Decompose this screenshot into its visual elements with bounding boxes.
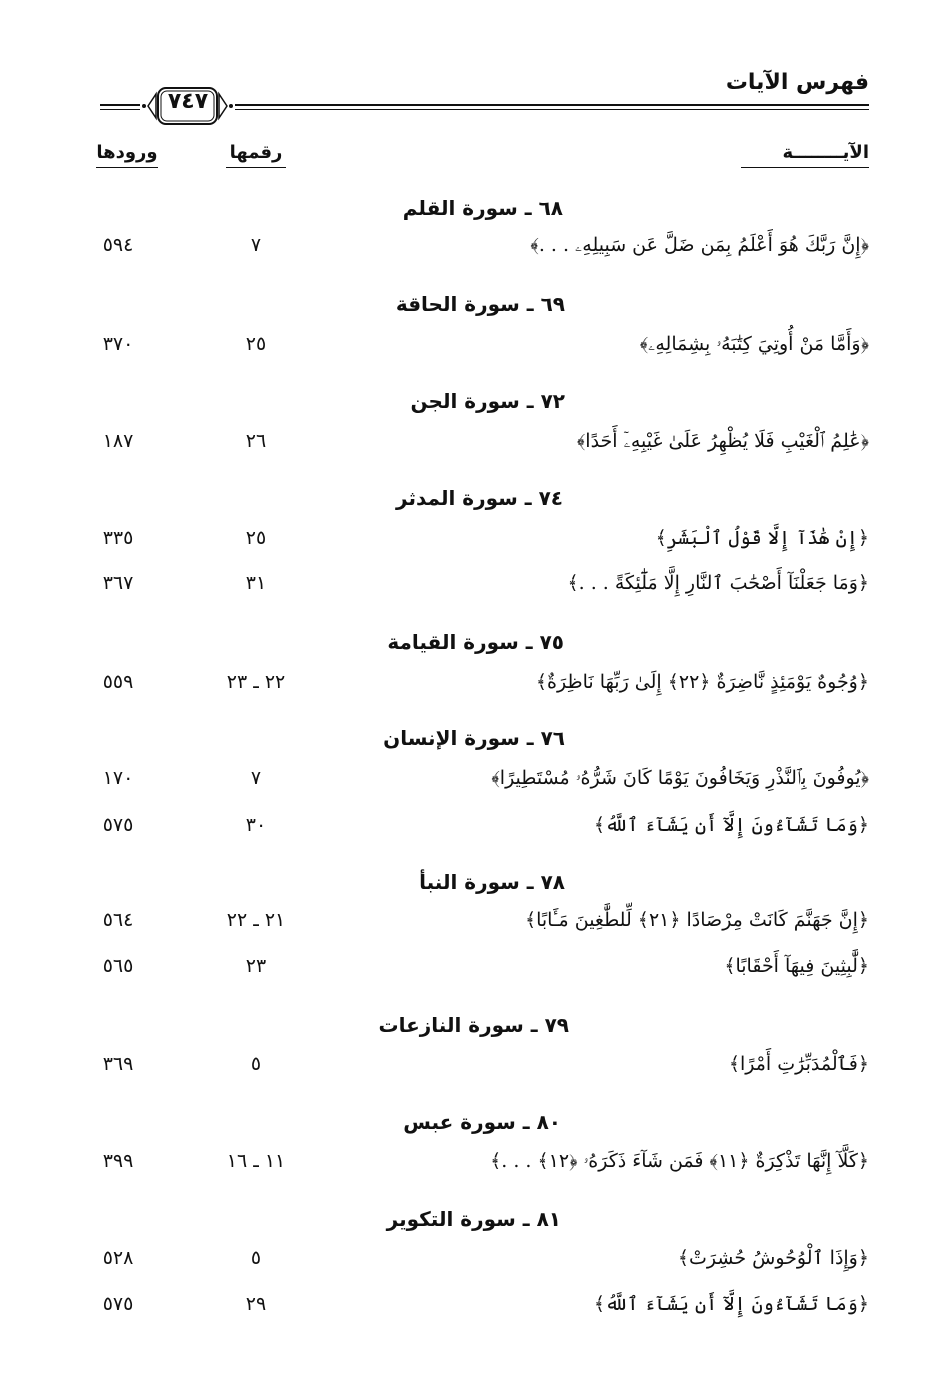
- verse-text: ﴿إِنَّ جَهَنَّمَ كَانَتْ مِرْصَادًا ﴿٢١﴾ لِّلطَّٰغِينَ مَـَٔابًا﴾: [524, 909, 869, 931]
- verse-page: ٣٩٩: [102, 1150, 134, 1172]
- verse-page: ٥٦٤: [102, 909, 134, 931]
- verse-text: ﴿وَأَمَّا مَنْ أُوتِيَ كِتَٰبَهُۥ بِشِمَالِهِۦ﴾: [639, 333, 869, 355]
- verse-number: ٧: [250, 234, 262, 256]
- verse-number: ٢٢ ـ ٢٣: [226, 671, 286, 693]
- verse-number: ٢٥: [245, 527, 267, 549]
- header-rule-left: [100, 104, 140, 106]
- verse-page: ٥٦٥: [102, 955, 134, 977]
- verse-text: ﴿إِنْ هَٰذَآ إِلَّا قَوْلُ ٱلْبَشَرِ﴾: [655, 527, 869, 549]
- verse-text: ﴿عَٰلِمُ ٱلْغَيْبِ فَلَا يُظْهِرُ عَلَىٰ غَيْبِهِۦٓ أَحَدًا﴾: [576, 430, 869, 452]
- verse-number: ٢٣: [245, 955, 267, 977]
- verse-page: ٥٩٤: [102, 234, 134, 256]
- verse-page: ١٨٧: [102, 430, 134, 452]
- surah-heading: ٧٥ ـ سورة القيامة: [387, 630, 564, 654]
- verse-page: ٣٣٥: [102, 527, 134, 549]
- verse-page: ٥٧٥: [102, 814, 134, 836]
- page-title: فهرس الآيات: [725, 70, 869, 95]
- surah-heading: ٦٩ ـ سورة الحاقة: [395, 292, 565, 316]
- header-rule: [235, 104, 869, 106]
- verse-text: ﴿لَّٰبِثِينَ فِيهَآ أَحْقَابًا﴾: [724, 955, 869, 977]
- verse-text: ﴿وَمَا جَعَلْنَآ أَصْحَٰبَ ٱلنَّارِ إِلَّا مَلَٰٓئِكَةً . . .﴾: [567, 572, 869, 594]
- verse-page: ٣٧٠: [102, 333, 134, 355]
- header-rule-left-thin: [100, 109, 140, 110]
- surah-heading: ٧٤ ـ سورة المدثر: [396, 486, 563, 510]
- surah-heading: ٨١ ـ سورة التكوير: [386, 1207, 561, 1231]
- verse-text: ﴿وَمَا تَشَآءُونَ إِلَّآ أَن يَشَآءَ ٱللَّهُ﴾: [593, 1293, 869, 1315]
- verse-number: ٣١: [245, 572, 267, 594]
- column-header-occurrence: ورودها: [96, 142, 158, 168]
- verse-number: ٢٦: [245, 430, 267, 452]
- verse-number: ٢١ ـ ٢٢: [226, 909, 286, 931]
- surah-heading: ٧٨ ـ سورة النبأ: [419, 870, 565, 894]
- verse-text: ﴿وَمَا تَشَآءُونَ إِلَّآ أَن يَشَآءَ ٱللَّهُ﴾: [593, 814, 869, 836]
- verse-number: ١١ ـ ١٦: [226, 1150, 286, 1172]
- verse-text: ﴿وَإِذَا ٱلْوُحُوشُ حُشِرَتْ﴾: [677, 1247, 869, 1269]
- verse-number: ٥: [250, 1247, 262, 1269]
- surah-heading: ٨٠ ـ سورة عبس: [403, 1110, 561, 1134]
- verse-number: ٧: [250, 767, 262, 789]
- verse-text: ﴿وُجُوهٌ يَوْمَئِذٍ نَّاضِرَةٌ ﴿٢٢﴾ إِلَىٰ رَبِّهَا نَاظِرَةٌ﴾: [535, 671, 869, 693]
- surah-heading: ٧٦ ـ سورة الإنسان: [383, 726, 565, 750]
- verse-number: ٥: [250, 1053, 262, 1075]
- verse-page: ٣٦٩: [102, 1053, 134, 1075]
- column-header-number: رقمها: [226, 142, 286, 168]
- verse-number: ٢٥: [245, 333, 267, 355]
- page-number: ٧٤٧: [167, 89, 209, 114]
- surah-heading: ٧٢ ـ سورة الجن: [410, 389, 565, 413]
- verse-text: ﴿إِنَّ رَبَّكَ هُوَ أَعْلَمُ بِمَن ضَلَّ عَن سَبِيلِهِۦ . . .﴾: [530, 234, 869, 256]
- verse-number: ٢٩: [245, 1293, 267, 1315]
- verse-page: ١٧٠: [102, 767, 134, 789]
- verse-page: ٥٧٥: [102, 1293, 134, 1315]
- verse-number: ٣٠: [245, 814, 267, 836]
- verse-page: ٥٥٩: [102, 671, 134, 693]
- column-header-ayah: الآيــــــــة: [741, 142, 869, 168]
- verse-page: ٥٢٨: [102, 1247, 134, 1269]
- verse-page: ٣٦٧: [102, 572, 134, 594]
- verse-text: ﴿يُوفُونَ بِٱلنَّذْرِ وَيَخَافُونَ يَوْمًا كَانَ شَرُّهُۥ مُسْتَطِيرًا﴾: [491, 767, 869, 789]
- surah-heading: ٦٨ ـ سورة القلم: [402, 196, 563, 220]
- surah-heading: ٧٩ ـ سورة النازعات: [378, 1013, 569, 1037]
- verse-text: ﴿فَٱلْمُدَبِّرَٰتِ أَمْرًا﴾: [728, 1053, 869, 1075]
- header-rule-thin: [235, 109, 869, 110]
- verse-text: ﴿كَلَّآ إِنَّهَا تَذْكِرَةٌ ﴿١١﴾ فَمَن شَآءَ ذَكَرَهُۥ ﴿١٢﴾ . . .﴾: [490, 1150, 869, 1172]
